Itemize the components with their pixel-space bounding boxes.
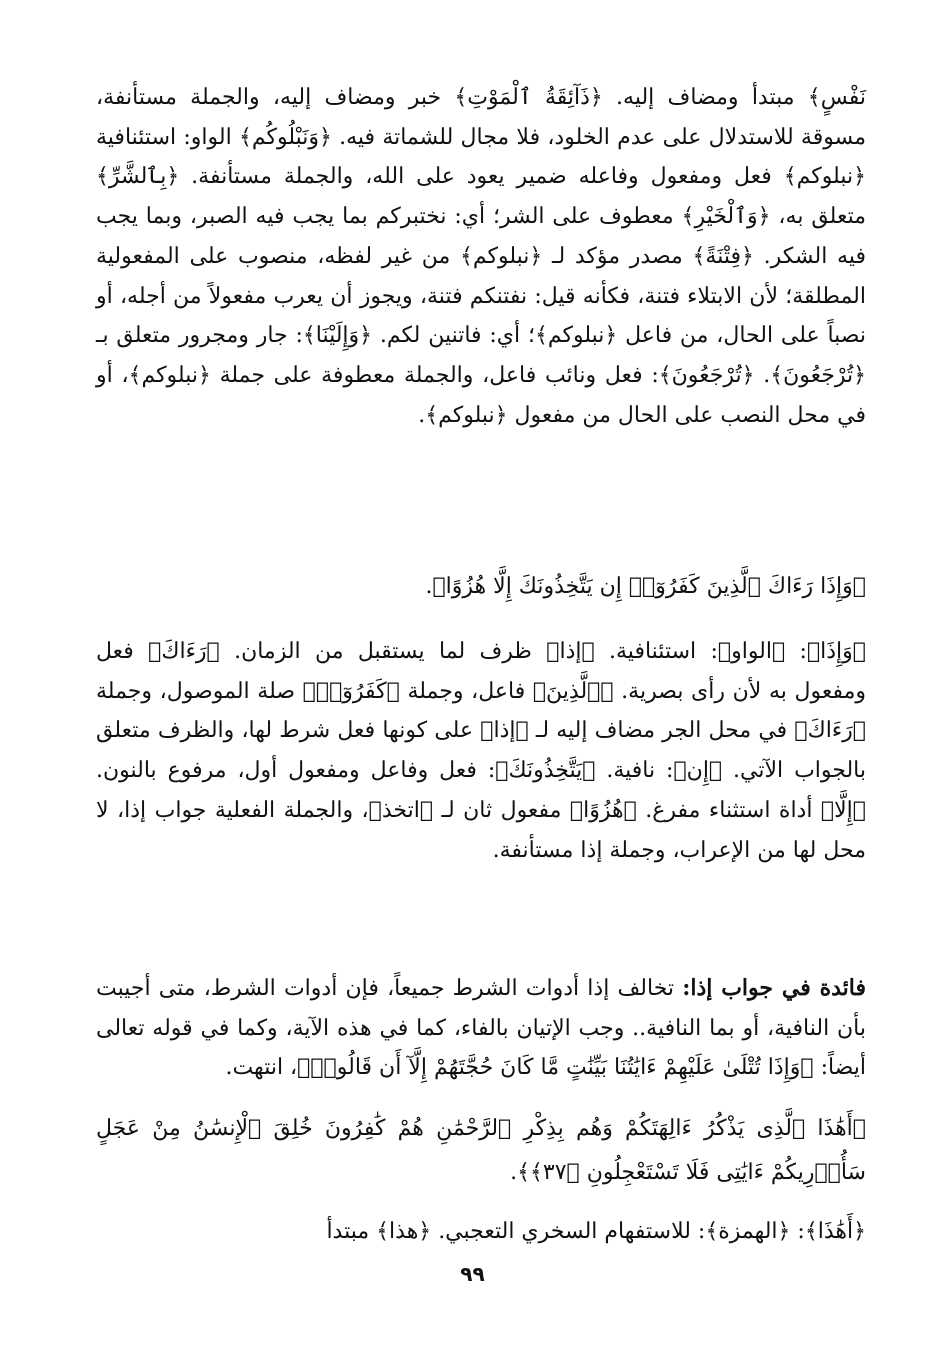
- paragraph-benefit: [96, 969, 866, 1089]
- paragraph-irab-verse-2: ﴿أَهَٰذَا﴾: ﴿الهمزة﴾: للاستفهام السخري التعجبي. ﴿هذا﴾ مبتدأ: [326, 1219, 866, 1244]
- quran-verse-1: ﴿وَإِذَا رَءَاكَ ٱلَّذِينَ كَفَرُوٓا۟ إِن يَتَّخِذُونَكَ إِلَّا هُزُوًا﴾.: [425, 574, 866, 599]
- quran-verse-2: ﴿أَهَٰذَا ٱلَّذِى يَذْكُرُ ءَالِهَتَكُمْ وَهُم بِذِكْرِ ٱلرَّحْمَٰنِ هُمْ كَٰفِرُونَ خُلِقَ ٱلْإِنسَٰنُ مِنْ عَجَلٍ سَأُو۟رِيكُمْ ءَايَٰتِى فَلَا تَسْتَعْجِلُونِ ﴿٣٧﴾﴾.: [96, 1116, 866, 1185]
- paragraph-irab-verse-1: ﴿وَإِذَا﴾: ﴿الواو﴾: استئنافية. ﴿إذا﴾ ظرف لما يستقبل من الزمان. ﴿رَءَاكَ﴾ فعل ومفعول به لأن رأى بصرية. ﴿ٱلَّذِينَ﴾ فاعل، وجملة ﴿كَفَرُوٓا۟﴾ صلة الموصول، وجملة ﴿رَءَاكَ﴾ في محل الجر مضاف إليه لـ ﴿إذا﴾ على كونها فعل شرط لها، والظرف متعلق بالجواب الآتي. ﴿إِن﴾: نافية. ﴿يَتَّخِذُونَكَ﴾: فعل وفاعل ومفعول أول، مرفوع بالنون. ﴿إِلَّا﴾ أداة استثناء مفرغ. ﴿هُزُوًا﴾ مفعول ثان لـ ﴿اتخذ﴾، والجملة الفعلية جواب إذا، لا محل لها من الإعراب، وجملة إذا مستأنفة.: [96, 639, 867, 863]
- benefit-text: تخالف إذا أدوات الشرط جميعاً، فإن أدوات الشرط، متى أجيبت بأن النافية، أو بما النافية.. وجب الإتيان بالفاء، كما في هذه الآية، وكما في قوله تعالى أيضاً: ﴿وَإِذَا تُتْلَىٰ عَلَيْهِمْ ءَايَٰتُنَا بَيِّنَٰتٍ مَّا كَانَ حُجَّتَهُمْ إِلَّآ أَن قَالُوا۟﴾، انتهت.: [96, 976, 866, 1081]
- paragraph-tafsir-1: نَفْسٍ﴾ مبتدأ ومضاف إليه. ﴿ذَآئِقَةُ ٱلْمَوْتِ﴾ خبر ومضاف إليه، والجملة مستأنفة، مسوقة للاستدلال على عدم الخلود، فلا مجال للشماتة فيه. ﴿وَنَبْلُوكُم﴾ الواو: استئنافية ﴿نبلوكم﴾ فعل ومفعول وفاعله ضمير يعود على الله، والجملة مستأنفة. ﴿بِٱلشَّرِّ﴾ متعلق به، ﴿وَٱلْخَيْرِ﴾ معطوف على الشر؛ أي: نختبركم بما يجب فيه الصبر، وبما يجب فيه الشكر. ﴿فِتْنَةً﴾ مصدر مؤكد لـ ﴿نبلوكم﴾ من غير لفظه، منصوب على المفعولية المطلقة؛ لأن الابتلاء فتنة، فكأنه قيل: نفتنكم فتنة، ويجوز أن يعرب مفعولاً من أجله، أو نصباً على الحال، من فاعل ﴿نبلوكم﴾؛ أي: فاتنين لكم. ﴿وَإِلَيْنَا﴾: جار ومجرور متعلق بـ ﴿تُرْجَعُونَ﴾. ﴿تُرْجَعُونَ﴾: فعل ونائب فاعل، والجملة معطوفة على جملة ﴿نبلوكم﴾، أو في محل النصب على الحال من مفعول ﴿نبلوكم﴾.: [96, 85, 866, 428]
- page-content: [96, 78, 866, 1252]
- page-number: ٩٩: [460, 1262, 485, 1286]
- benefit-heading: فائدة في جواب إذا:: [682, 975, 866, 1001]
